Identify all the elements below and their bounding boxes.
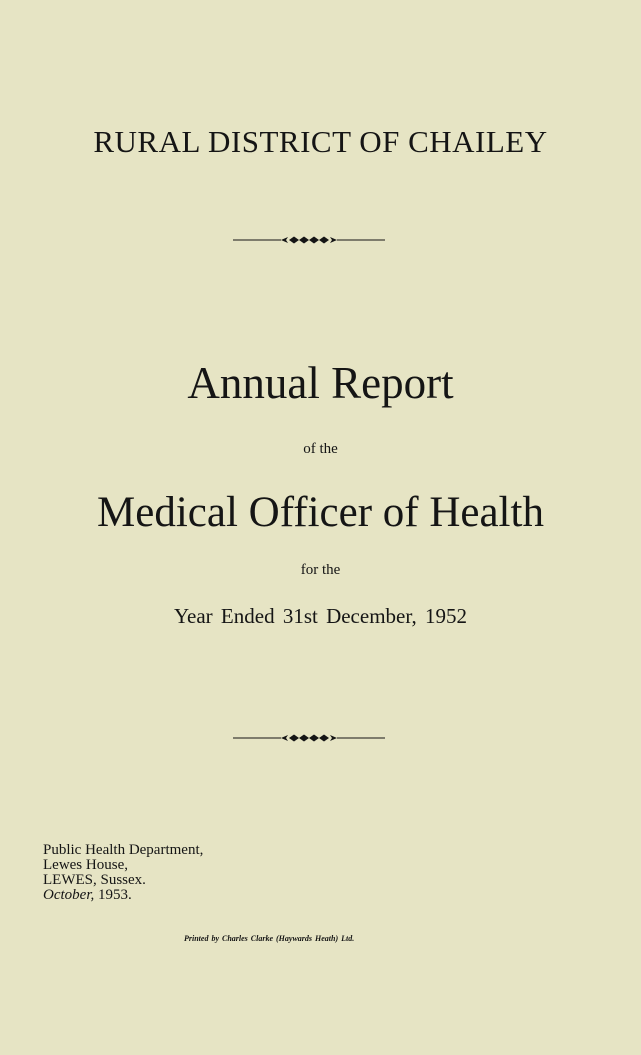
report-title: Annual Report	[187, 358, 454, 408]
district-heading: RURAL DISTRICT OF CHAILEY	[93, 124, 548, 159]
address-date-year: 1953.	[98, 887, 132, 903]
ornament-divider-top-icon	[233, 235, 385, 245]
connector-of-the: of the	[303, 441, 338, 457]
address-date	[43, 888, 203, 903]
connector-for-the: for the	[300, 562, 341, 578]
address-department: Public Health Department,	[43, 842, 204, 858]
address-block	[43, 843, 203, 903]
address-date-month: October,	[43, 887, 95, 903]
report-period: Year Ended 31st December, 1952	[173, 604, 468, 628]
address-town: LEWES, Sussex.	[43, 872, 146, 888]
address-building: Lewes House,	[43, 857, 128, 873]
ornament-divider-bottom-icon	[233, 733, 385, 743]
printer-credit: Printed by Charles Clarke (Haywards Heath) Ltd.	[184, 934, 355, 943]
medical-officer-title: Medical Officer of Health	[97, 489, 544, 536]
